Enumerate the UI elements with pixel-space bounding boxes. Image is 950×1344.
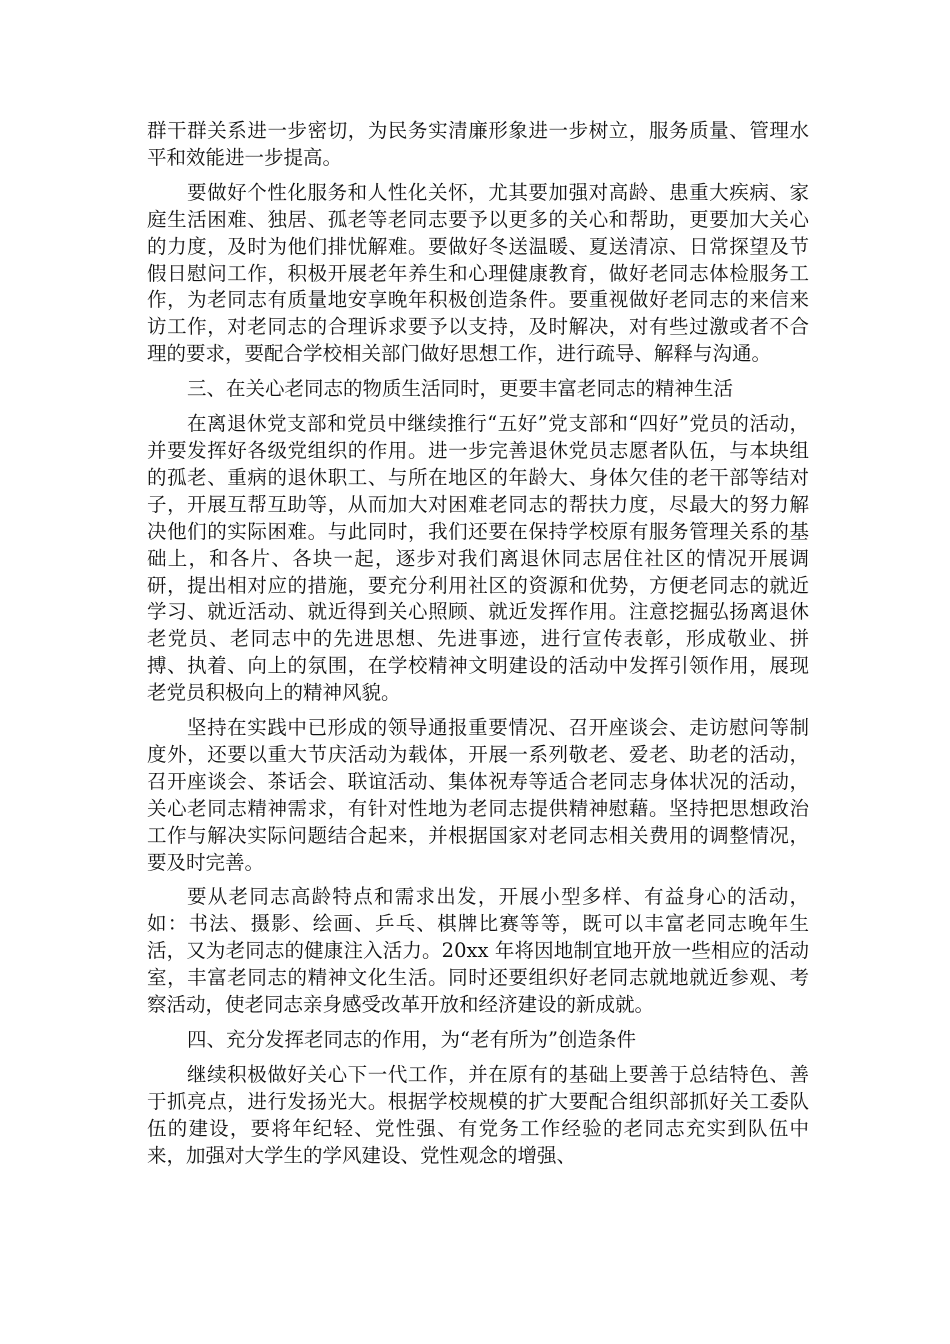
paragraph-5: 坚持在实践中已形成的领导通报重要情况、召开座谈会、走访慰问等制度外，还要以重大节庆活动为载体，开展一系列敬老、爱老、助老的活动，召开座谈会、茶话会、联谊活动、集体祝寿等适合老同志身体状况的活动，关心老同志精神需求，有针对性地为老同志提供精神慰藉。坚持把思想政治工作与解决实际问题结合起来，并根据国家对老同志相关费用的调整情况，要及时完善。 bbox=[147, 716, 809, 874]
paragraph-8: 继续积极做好关心下一代工作，并在原有的基础上要善于总结特色、善于抓亮点，进行发扬光大。根据学校规模的扩大要配合组织部抓好关工委队伍的建设，要将年纪轻、党性强、有党务工作经验的老同志充实到队伍中来，加强对大学生的学风建设、党性观念的增强、 bbox=[147, 1062, 809, 1167]
paragraph-6: 要从老同志高龄特点和需求出发，开展小型多样、有益身心的活动，如：书法、摄影、绘画、乒乓、棋牌比赛等等，既可以丰富老同志晚年生活，又为老同志的健康注入活力。20xx 年将因地制宜地开放一些相应的活动室，丰富老同志的精神文化生活。同时还要组织好老同志就地就近参观、考察活动，使老同志亲身感受改革开放和经济建设的新成就。 bbox=[147, 885, 809, 1017]
paragraph-4: 在离退休党支部和党员中继续推行“五好”党支部和“四好”党员的活动，并要发挥好各级党组织的作用。进一步完善退休党员志愿者队伍，与本块组的孤老、重病的退休职工、与所在地区的年龄大、身体欠佳的老干部等结对子，开展互帮互助等，从而加大对困难老同志的帮扶力度，尽最大的努力解决他们的实际困难。与此同时，我们还要在保持学校原有服务管理关系的基础上，和各片、各块一起，逐步对我们离退休同志居住社区的情况开展调研，提出相对应的措施，要充分利用社区的资源和优势，方便老同志的就近学习、就近活动、就近得到关心照顾、就近发挥作用。注意挖掘弘扬离退休老党员、老同志中的先进思想、先进事迹，进行宣传表彰，形成敬业、拼搏、执着、向上的氛围，在学校精神文明建设的活动中发挥引领作用，展现老党员积极向上的精神风貌。 bbox=[147, 412, 809, 705]
section-heading-4: 四、充分发挥老同志的作用，为“老有所为”创造条件 bbox=[187, 1028, 636, 1051]
document-body bbox=[147, 118, 809, 1178]
section-heading-3: 三、在关心老同志的物质生活同时，更要丰富老同志的精神生活 bbox=[187, 377, 734, 401]
paragraph-2: 要做好个性化服务和人性化关怀，尤其要加强对高龄、患重大疾病、家庭生活困难、独居、孤老等老同志要予以更多的关心和帮助，更要加大关心的力度，及时为他们排忧解难。要做好冬送温暖、夏送清凉、日常探望及节假日慰问工作，积极开展老年养生和心理健康教育，做好老同志体检服务工作，为老同志有质量地安享晚年积极创造条件。要重视做好老同志的来信来访工作，对老同志的合理诉求要予以支持，及时解决，对有些过激或者不合理的要求，要配合学校相关部门做好思想工作，进行疏导、解释与沟通。 bbox=[147, 180, 809, 366]
paragraph-1: 群干群关系进一步密切，为民务实清廉形象进一步树立，服务质量、管理水平和效能进一步提高。 bbox=[147, 119, 809, 169]
